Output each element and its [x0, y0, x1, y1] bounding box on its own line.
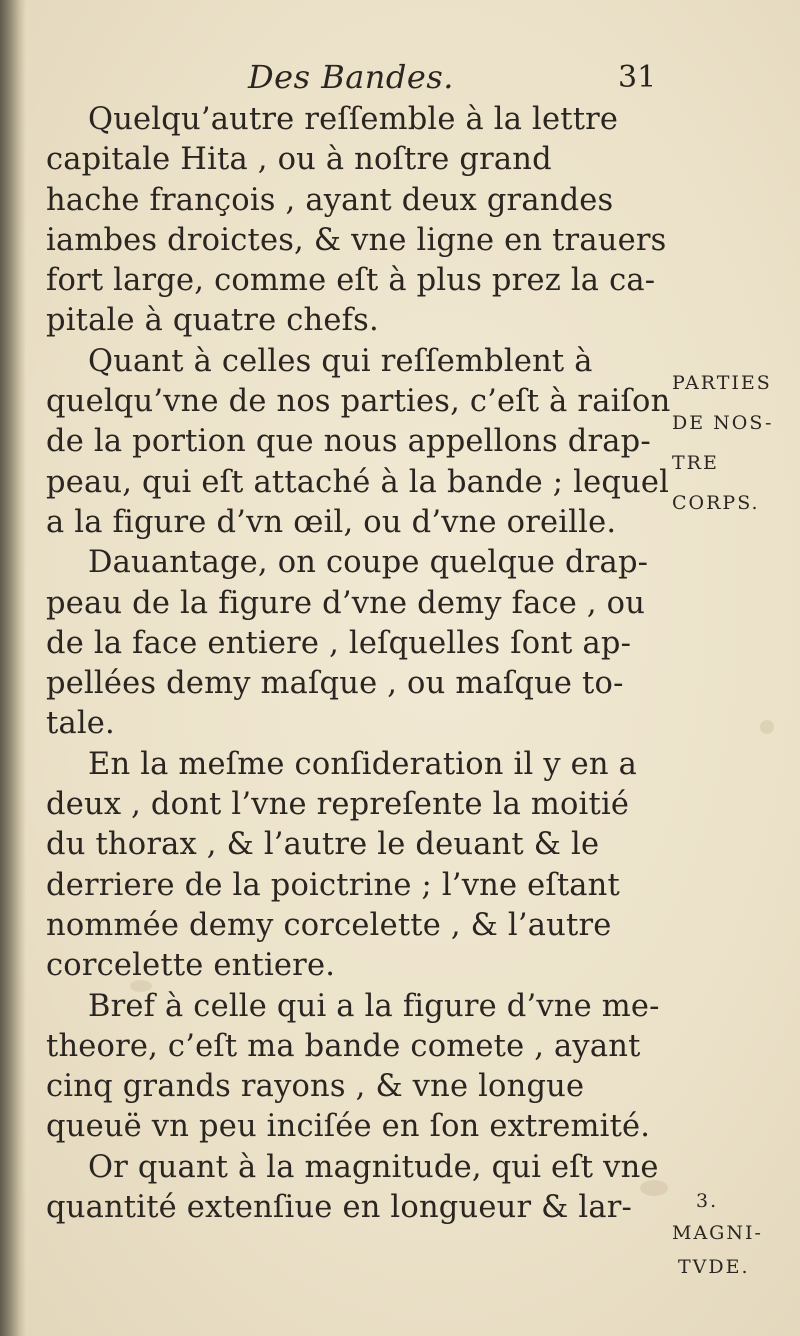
margin-note-parties: DE NOS- — [672, 412, 774, 434]
text-line: quelqu’vne de nos parties, c’eſt à raiſon — [46, 384, 671, 420]
text-line: de la portion que nous appellons drap- — [46, 424, 651, 460]
text-line: quantité extenſiue en longueur & lar- — [46, 1190, 632, 1226]
binding-gutter — [0, 0, 26, 1336]
margin-note-parties: CORPS. — [672, 492, 760, 514]
text-line: Quant à celles qui reſſemblent à — [88, 343, 593, 379]
text-line: Quelqu’autre reſſemble à la lettre — [88, 102, 619, 137]
text-line: de la face entiere , leſquelles ſont ap- — [46, 625, 632, 661]
text-line: du thorax , & l’autre le deuant & le — [46, 827, 600, 863]
running-head — [200, 58, 670, 98]
margin-note-magnitude: 3. — [696, 1190, 719, 1212]
text-line: queuë vn peu inciſée en ſon extremité. — [46, 1109, 651, 1145]
body-text — [46, 100, 671, 1228]
text-line: pellées demy maſque , ou maſque to- — [46, 666, 624, 702]
text-line: tale. — [46, 706, 115, 742]
text-line: theore, c’eſt ma bande comete , ayant — [46, 1028, 641, 1064]
text-line: Dauantage, on coupe quelque drap- — [88, 545, 649, 581]
text-line: peau, qui eſt attaché à la bande ; lequel — [46, 464, 670, 500]
text-line: hache françois , ayant deux grandes — [46, 182, 614, 218]
text-line: En la meſme conſideration il y en a — [88, 746, 638, 782]
margin-note-magnitude: MAGNI- — [672, 1222, 763, 1244]
running-head-title: Des Bandes. — [248, 58, 454, 96]
margin-note-parties: PARTIES — [672, 372, 772, 394]
text-line: deux , dont l’vne repreſente la moitié — [46, 787, 630, 823]
text-line: a la figure d’vn œil, ou d’vne oreille. — [46, 504, 617, 540]
text-line: fort large, comme eſt à plus prez la ca- — [46, 263, 656, 299]
text-line: derriere de la poictrine ; l’vne eſtant — [46, 867, 620, 903]
text-line: Bref à celle qui a la figure d’vne me- — [88, 988, 660, 1024]
text-line: pitale à quatre chefs. — [46, 303, 379, 339]
text-line: peau de la figure d’vne demy face , ou — [46, 585, 646, 621]
page-number: 31 — [618, 60, 657, 95]
text-line: iambes droictes, & vne ligne en trauers — [46, 222, 667, 258]
text-line: Or quant à la magnitude, qui eſt vne — [88, 1149, 659, 1185]
text-line: nommée demy corcelette , & l’autre — [46, 907, 612, 943]
margin-note-magnitude: TVDE. — [678, 1256, 750, 1278]
paper-stain — [760, 720, 774, 734]
text-line: capitale Hita , ou à noſtre grand — [46, 142, 552, 178]
text-line: cinq grands rayons , & vne longue — [46, 1069, 585, 1105]
text-line: corcelette entiere. — [46, 948, 336, 984]
margin-note-parties: TRE — [672, 452, 719, 474]
